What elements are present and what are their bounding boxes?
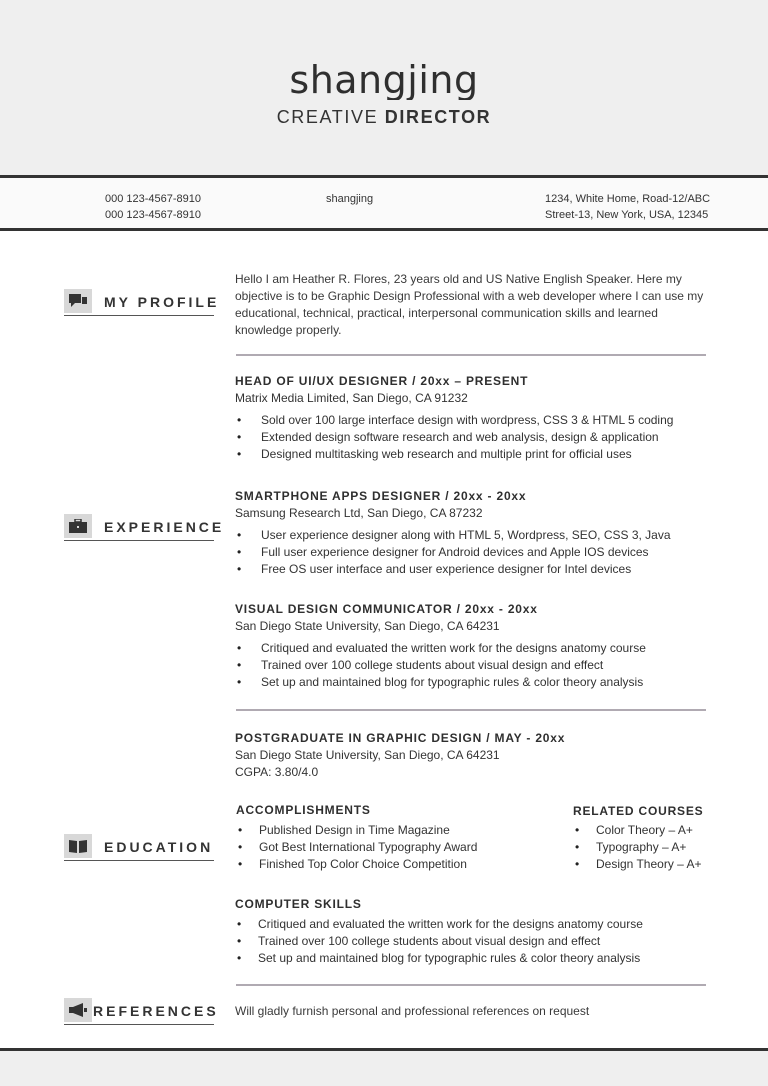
references-text: Will gladly furnish personal and professional references on request: [235, 1004, 590, 1018]
list-item: • Trained over 100 college students about visual design and effect: [235, 657, 715, 674]
title-light: CREATIVE: [276, 107, 379, 127]
phone-2: 000 123-4567-8910: [105, 209, 202, 221]
list-item: • Full user experience designer for Android devices and Apple IOS devices: [235, 544, 715, 561]
list-item: • Free OS user interface and user experience designer for Intel devices: [235, 561, 715, 578]
contact-bar: [0, 175, 768, 231]
website: shangjing: [326, 193, 374, 205]
job-company: Matrix Media Limited, San Diego, CA 91232: [235, 391, 468, 405]
skills-block: [235, 897, 715, 967]
candidate-name: shangjing: [289, 58, 479, 100]
address-line-1: 1234, White Home, Road-12/ABC: [545, 193, 711, 205]
job-bullets: [235, 412, 715, 463]
courses-list: [573, 822, 733, 873]
list-item: • Color Theory – A+: [573, 822, 733, 839]
divider: [236, 709, 706, 711]
courses-heading: RELATED COURSES: [573, 804, 704, 818]
section-label: EXPERIENCE: [104, 519, 225, 535]
profile-text: Hello I am Heather R. Flores, 23 years old and US Native English Speaker. Here my objective is to be Graphic Design Professional with a web developer where I can use my educational, technical, practical, interpersonal communication skills and learned knowledge properly.: [235, 272, 704, 337]
accomplishments-block: [236, 803, 566, 873]
list-item: • Set up and maintained blog for typographic rules & color theory analysis: [235, 950, 715, 967]
book-icon: [64, 834, 92, 858]
job-bullets: [235, 640, 715, 691]
job-title: HEAD OF UI/UX DESIGNER / 20xx – PRESENT: [235, 374, 529, 388]
section-label: MY PROFILE: [104, 294, 220, 310]
section-label: EDUCATION: [104, 839, 214, 855]
job-title: SMARTPHONE APPS DESIGNER / 20xx - 20xx: [235, 489, 527, 503]
section-experience-heading: [64, 514, 225, 541]
list-item: • Design Theory – A+: [573, 856, 733, 873]
skills-list: [235, 916, 715, 967]
list-item: • Sold over 100 large interface design with wordpress, CSS 3 & HTML 5 coding: [235, 412, 715, 429]
list-item: • Typography – A+: [573, 839, 733, 856]
list-item: • Trained over 100 college students about visual design and effect: [235, 933, 715, 950]
accomplishments-list: [236, 822, 566, 873]
megaphone-icon: [64, 998, 92, 1022]
divider: [236, 984, 706, 986]
chat-icon: [64, 289, 92, 313]
degree-title: POSTGRADUATE IN GRAPHIC DESIGN / MAY - 20xx: [235, 731, 566, 745]
list-item: • User experience designer along with HTML 5, Wordpress, SEO, CSS 3, Java: [235, 527, 715, 544]
phone-block: [105, 191, 201, 223]
section-profile-heading: [64, 289, 220, 316]
job-entry: [235, 489, 715, 578]
job-title-heading: [0, 107, 768, 128]
section-label: REFERENCES: [93, 1003, 219, 1019]
section-references-heading: [64, 998, 219, 1025]
list-item: • Critiqued and evaluated the written work for the designs anatomy course: [235, 916, 715, 933]
briefcase-icon: [64, 514, 92, 538]
job-entry: [235, 602, 715, 691]
list-item: • Set up and maintained blog for typographic rules & color theory analysis: [235, 674, 715, 691]
bottom-rule: [0, 1048, 768, 1051]
list-item: • Published Design in Time Magazine: [236, 822, 566, 839]
list-item: • Extended design software research and web analysis, design & application: [235, 429, 715, 446]
job-company: San Diego State University, San Diego, CA 64231: [235, 619, 500, 633]
skills-heading: COMPUTER SKILLS: [235, 897, 362, 911]
list-item: • Finished Top Color Choice Competition: [236, 856, 566, 873]
address-block: [545, 191, 710, 223]
school: San Diego State University, San Diego, CA 64231: [235, 748, 500, 762]
job-title: VISUAL DESIGN COMMUNICATOR / 20xx - 20xx: [235, 602, 538, 616]
section-education-heading: [64, 834, 214, 861]
divider: [236, 354, 706, 356]
list-item: • Got Best International Typography Award: [236, 839, 566, 856]
address-line-2: Street-13, New York, USA, 12345: [545, 209, 709, 221]
list-item: • Critiqued and evaluated the written work for the designs anatomy course: [235, 640, 715, 657]
accomplishments-heading: ACCOMPLISHMENTS: [236, 803, 371, 817]
job-entry: [235, 374, 715, 463]
phone-1: 000 123-4567-8910: [105, 193, 202, 205]
cgpa: CGPA: 3.80/4.0: [235, 765, 319, 779]
list-item: • Designed multitasking web research and multiple print for official uses: [235, 446, 715, 463]
courses-block: [573, 804, 733, 873]
education-entry: [235, 731, 715, 779]
job-bullets: [235, 527, 715, 578]
title-bold: DIRECTOR: [384, 107, 492, 127]
job-company: Samsung Research Ltd, San Diego, CA 87232: [235, 506, 483, 520]
